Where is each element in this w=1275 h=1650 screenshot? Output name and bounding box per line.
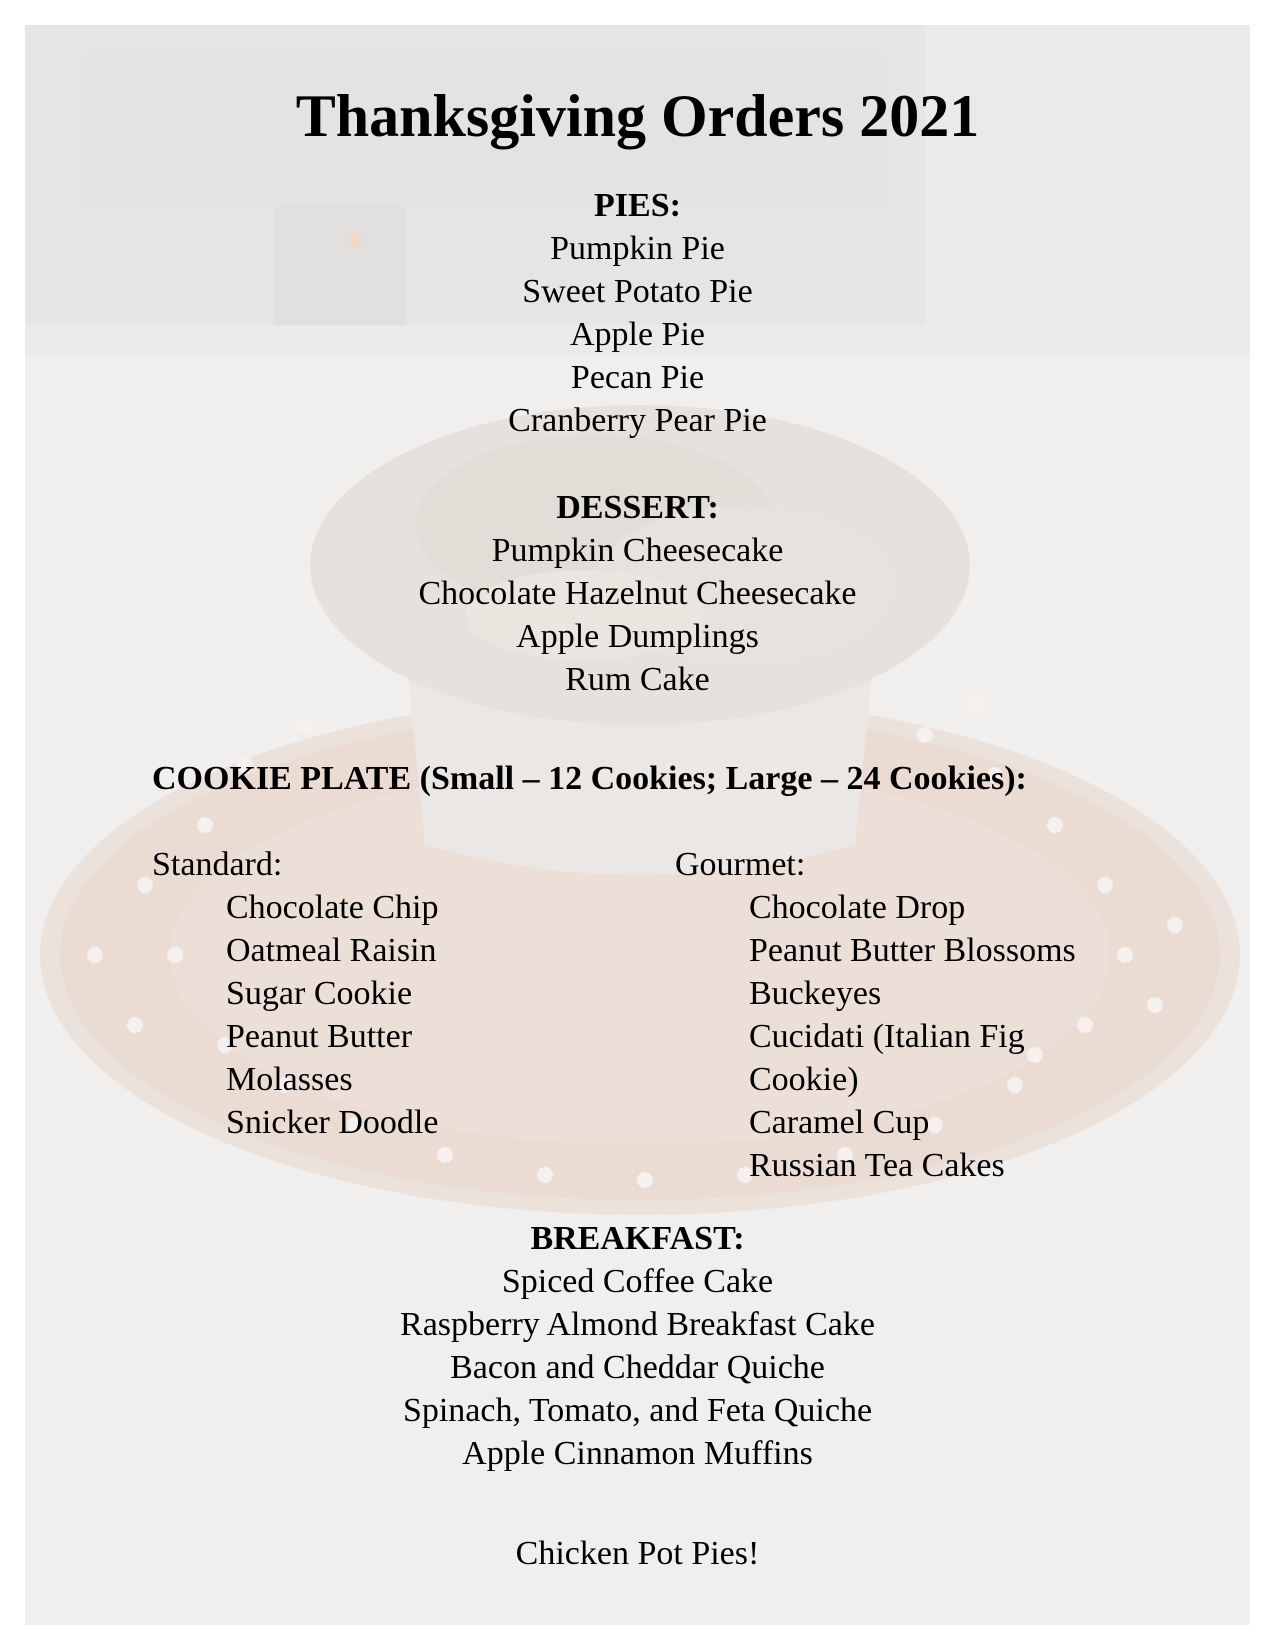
pies-section xyxy=(0,184,1275,442)
gourmet-cookies-column xyxy=(675,843,1076,1187)
list-item: Apple Cinnamon Muffins xyxy=(462,1435,813,1472)
list-item: Chocolate Drop xyxy=(749,889,966,926)
list-item: Sugar Cookie xyxy=(226,975,413,1012)
list-item: Cookie) xyxy=(749,1061,859,1098)
list-item: Cranberry Pear Pie xyxy=(508,402,767,439)
list-item: Chocolate Hazelnut Cheesecake xyxy=(418,575,857,612)
list-item: Cucidati (Italian Fig xyxy=(749,1018,1025,1055)
list-item: Molasses xyxy=(226,1061,353,1098)
column-label: Gourmet: xyxy=(675,846,806,883)
list-item: Buckeyes xyxy=(749,975,882,1012)
section-heading: DESSERT: xyxy=(556,489,719,526)
list-item: Caramel Cup xyxy=(749,1104,930,1141)
closing-line: Chicken Pot Pies! xyxy=(515,1535,760,1572)
dessert-section xyxy=(0,486,1275,701)
list-item: Chocolate Chip xyxy=(226,889,439,926)
list-item: Pumpkin Pie xyxy=(550,230,725,267)
cookie-plate-heading: COOKIE PLATE (Small – 12 Cookies; Large – 24 Cookies): xyxy=(152,760,1027,797)
list-item: Peanut Butter Blossoms xyxy=(749,932,1076,969)
list-item: Apple Dumplings xyxy=(516,618,759,655)
list-item: Spiced Coffee Cake xyxy=(501,1263,774,1300)
list-item: Sweet Potato Pie xyxy=(522,273,753,310)
list-item: Apple Pie xyxy=(569,316,706,353)
list-item: Peanut Butter xyxy=(226,1018,413,1055)
column-label: Standard: xyxy=(152,846,283,883)
list-item: Pecan Pie xyxy=(570,359,705,396)
section-heading: PIES: xyxy=(594,187,681,224)
list-item: Rum Cake xyxy=(565,661,710,698)
standard-cookies-column xyxy=(152,843,438,1144)
list-item: Snicker Doodle xyxy=(226,1104,439,1141)
section-heading: BREAKFAST: xyxy=(530,1220,745,1257)
list-item: Raspberry Almond Breakfast Cake xyxy=(400,1306,875,1343)
list-item: Bacon and Cheddar Quiche xyxy=(450,1349,825,1386)
list-item: Russian Tea Cakes xyxy=(749,1147,1005,1184)
list-item: Oatmeal Raisin xyxy=(226,932,437,969)
page-title: Thanksgiving Orders 2021 xyxy=(295,83,980,149)
breakfast-section xyxy=(0,1217,1275,1475)
list-item: Spinach, Tomato, and Feta Quiche xyxy=(402,1392,873,1429)
list-item: Pumpkin Cheesecake xyxy=(491,532,784,569)
